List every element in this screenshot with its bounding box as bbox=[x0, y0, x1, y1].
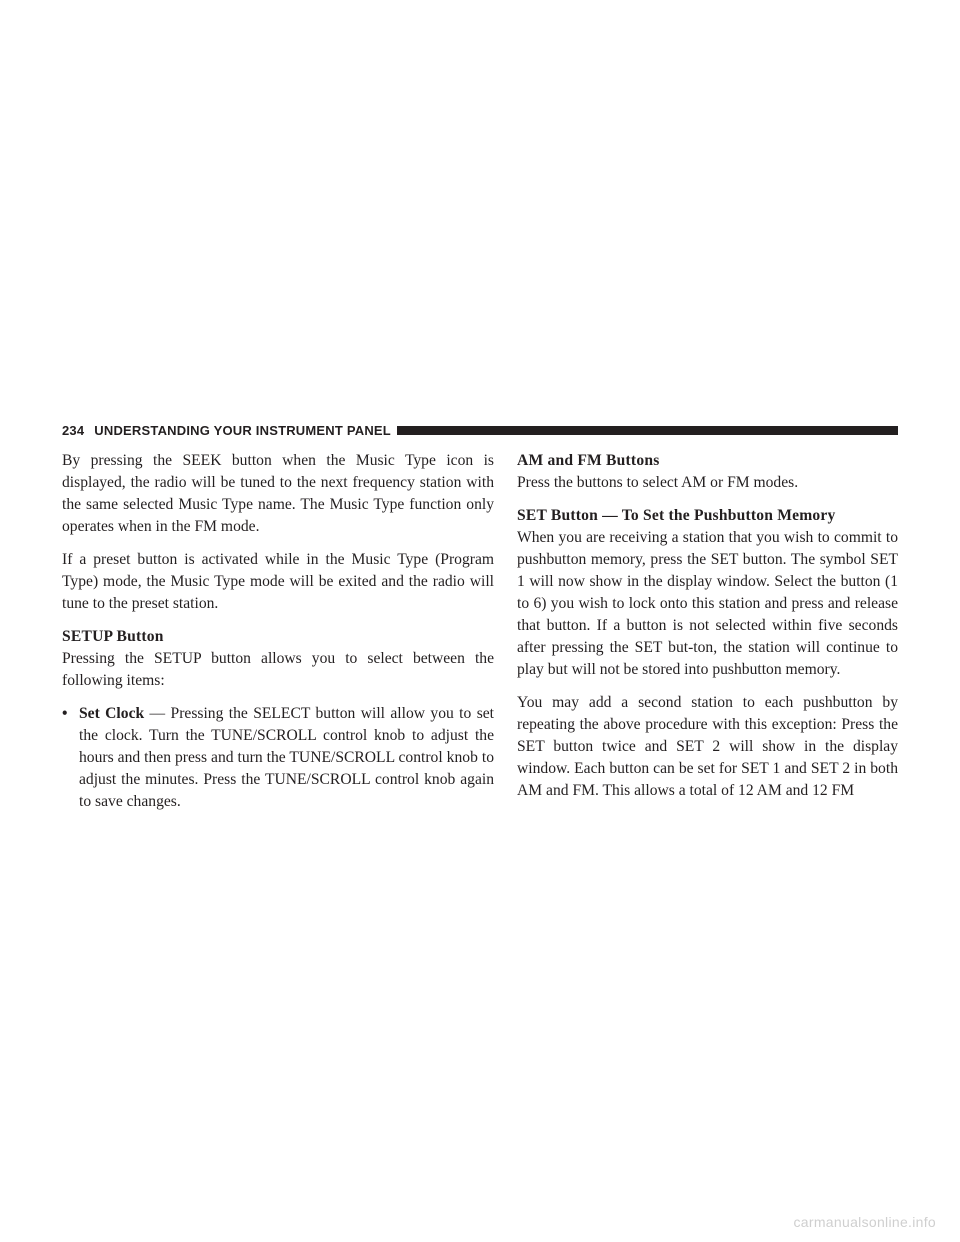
left-column bbox=[62, 450, 494, 813]
am-fm-heading: AM and FM Buttons bbox=[517, 452, 660, 469]
watermark: carmanualsonline.info bbox=[793, 1214, 936, 1230]
set-button-heading: SET Button — To Set the Pushbutton Memory bbox=[517, 507, 836, 524]
page-header bbox=[62, 419, 898, 441]
page-number: 234 bbox=[62, 422, 85, 438]
am-fm-paragraph: Press the buttons to select AM or FM modes. bbox=[517, 474, 799, 491]
preset-button-paragraph: If a preset button is activated while in the Music Type (Program Type) mode, the Music Type mode will be exited and the radio will tune to the preset station. bbox=[62, 551, 494, 612]
set-clock-term: Set Clock bbox=[79, 705, 145, 722]
section-title: UNDERSTANDING YOUR INSTRUMENT PANEL bbox=[94, 422, 391, 438]
second-station-paragraph: You may add a second station to each pushbutton by repeating the above procedure with this exception: Press the SET button twice and SET 2 will show in the display window. Each button can be set for SET 1 and SET 2 in both AM and FM. This allows a total of 12 AM and 12 FM bbox=[517, 694, 898, 799]
bullet-icon: • bbox=[62, 705, 68, 722]
set-button-paragraph: When you are receiving a station that you wish to commit to pushbutton memory, press the SET button. The symbol SET 1 will now show in the display window. Select the button (1 to 6) you wish to lock onto this station and press and release that button. If a button is not selected within five seconds after pressing the SET but-ton, the station will continue to play but will not be stored into pushbutton memory. bbox=[517, 529, 898, 678]
setup-intro-paragraph: Pressing the SETUP button allows you to select between the following items: bbox=[62, 650, 494, 689]
set-clock-text bbox=[79, 703, 494, 813]
header-rule bbox=[397, 426, 898, 435]
right-column bbox=[517, 450, 898, 813]
music-type-seek-paragraph: By pressing the SEEK button when the Music Type icon is displayed, the radio will be tuned to the next frequency station with the same selected Music Type name. The Music Type function only operates when in the FM mode. bbox=[62, 452, 494, 535]
set-clock-bullet bbox=[62, 703, 494, 813]
set-clock-description: — Pressing the SELECT button will allow you to set the clock. Turn the TUNE/SCROLL control knob to adjust the hours and then press and turn the TUNE/SCROLL control knob to adjust the minutes. Press the TUNE/SCROLL control knob again to save changes. bbox=[79, 705, 495, 810]
setup-button-heading: SETUP Button bbox=[62, 628, 164, 645]
